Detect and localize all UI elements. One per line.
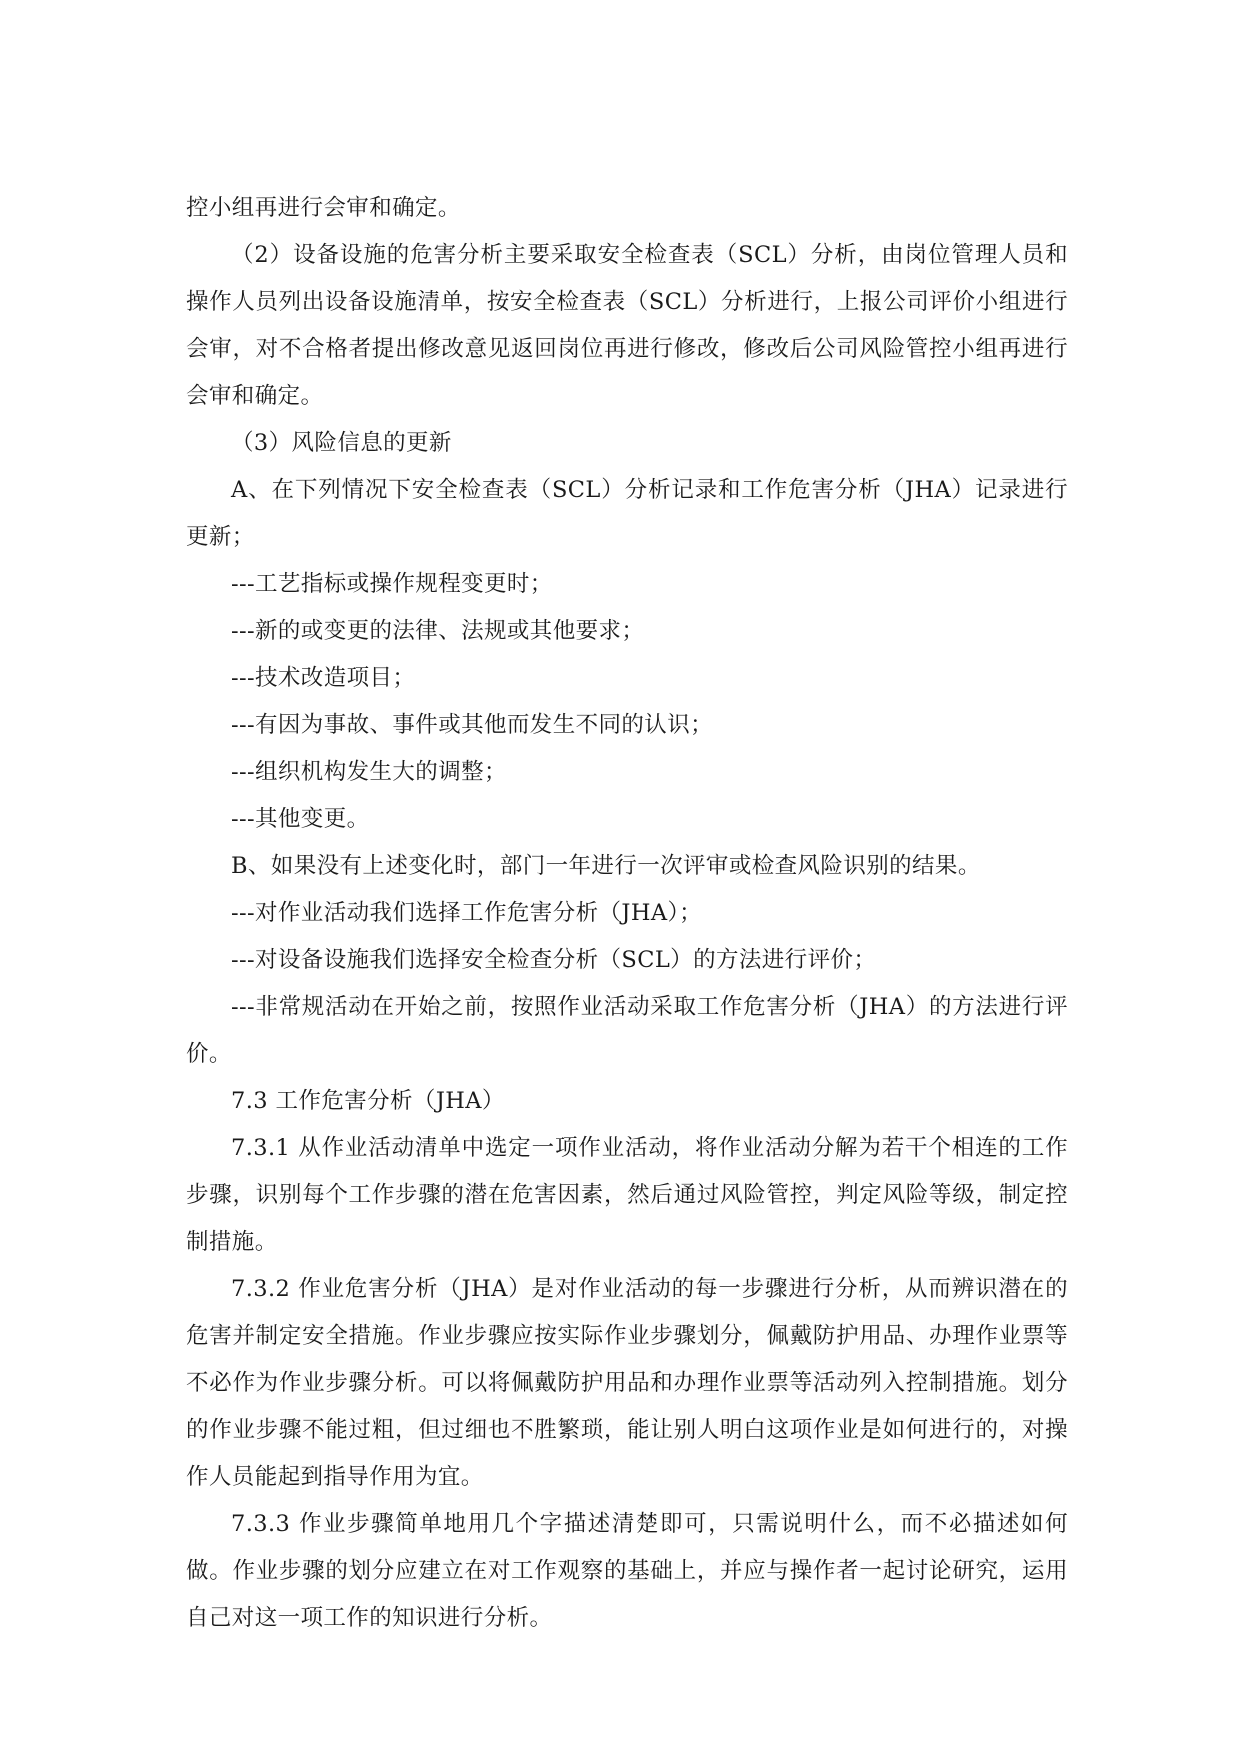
paragraph-7-3-2: 7.3.2 作业危害分析（JHA）是对作业活动的每一步骤进行分析，从而辨识潜在的危害并制定安全措施。作业步骤应按实际作业步骤划分，佩戴防护用品、办理作业票等不必作为作业步骤分析。可以将佩戴防护用品和办理作业票等活动列入控制措施。划分的作业步骤不能过粗，但过细也不胜繁琐，能让别人明白这项作业是如何进行的，对操作人员能起到指导作用为宜。 bbox=[186, 1276, 1068, 1490]
paragraph-equipment-analysis: （2）设备设施的危害分析主要采取安全检查表（SCL）分析，由岗位管理人员和操作人员列出设备设施清单，按安全检查表（SCL）分析进行，上报公司评价小组进行会审，对不合格者提出修改意见返回岗位再进行修改，修改后公司风险管控小组再进行会审和确定。 bbox=[186, 242, 1068, 409]
paragraph-7-3-3: 7.3.3 作业步骤简单地用几个字描述清楚即可，只需说明什么，而不必描述如何做。作业步骤的划分应建立在对工作观察的基础上，并应与操作者一起讨论研究，运用自己对这一项工作的知识进行分析。 bbox=[186, 1511, 1068, 1631]
document-body bbox=[186, 185, 1068, 1642]
list-item: ---对作业活动我们选择工作危害分析（JHA）； bbox=[231, 900, 703, 926]
paragraph-continuation: 控小组再进行会审和确定。 bbox=[186, 195, 461, 221]
list-item: ---技术改造项目； bbox=[231, 665, 416, 691]
paragraph-risk-update-heading: （3）风险信息的更新 bbox=[231, 430, 452, 456]
section-heading-7-3: 7.3 工作危害分析（JHA） bbox=[231, 1088, 505, 1114]
list-item: ---工艺指标或操作规程变更时； bbox=[231, 571, 553, 597]
paragraph-update-conditions: A、在下列情况下安全检查表（SCL）分析记录和工作危害分析（JHA）记录进行更新； bbox=[186, 477, 1068, 550]
list-item: ---非常规活动在开始之前，按照作业活动采取工作危害分析（JHA）的方法进行评价。 bbox=[186, 994, 1068, 1067]
list-item: ---其他变更。 bbox=[231, 806, 370, 832]
list-item: ---有因为事故、事件或其他而发生不同的认识； bbox=[231, 712, 714, 738]
list-item: ---对设备设施我们选择安全检查分析（SCL）的方法进行评价； bbox=[231, 947, 877, 973]
paragraph-7-3-1: 7.3.1 从作业活动清单中选定一项作业活动，将作业活动分解为若干个相连的工作步骤，识别每个工作步骤的潜在危害因素，然后通过风险管控，判定风险等级，制定控制措施。 bbox=[186, 1135, 1068, 1255]
list-item: ---新的或变更的法律、法规或其他要求； bbox=[231, 618, 645, 644]
paragraph-annual-review: B、如果没有上述变化时，部门一年进行一次评审或检查风险识别的结果。 bbox=[231, 853, 981, 879]
list-item: ---组织机构发生大的调整； bbox=[231, 759, 507, 785]
